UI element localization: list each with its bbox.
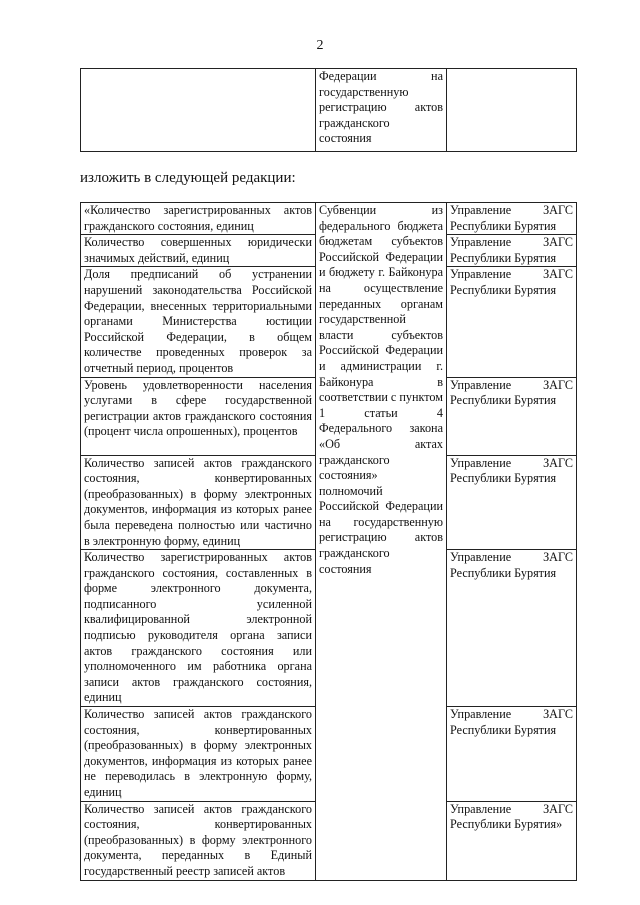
empty-cell	[81, 69, 316, 152]
indicator-cell: Количество совершенных юридически значимых действий, единиц	[81, 235, 316, 267]
responsible-cell: Управление ЗАГС Республики Бурятия	[447, 377, 577, 455]
responsible-cell: Управление ЗАГС Республики Бурятия	[447, 235, 577, 267]
intro-text: изложить в следующей редакции:	[80, 170, 296, 186]
table-row	[81, 69, 577, 152]
indicator-cell: Количество зарегистрированных актов гражданского состояния, составленных в форме электронного документа, подписанного усиленной квалифицированной электронной подписью руководителя органа записи актов гражданского состояния или уполномоченного им работника органа записи актов гражданского состояния, единиц	[81, 550, 316, 707]
indicator-cell: Количество записей актов гражданского состояния, конвертированных (преобразованных) в форму электронного документа, переданных в Единый государственный реестр записей актов	[81, 801, 316, 880]
indicator-cell: Доля предписаний об устранении нарушений законодательства Российской Федерации, внесенных территориальными органами Министерства юстиции Российской Федерации, в общем количестве проведенных проверок за отчетный период, процентов	[81, 267, 316, 377]
responsible-cell: Управление ЗАГС Республики Бурятия	[447, 550, 577, 707]
indicator-cell: «Количество зарегистрированных актов гражданского состояния, единиц	[81, 203, 316, 235]
page-number: 2	[316, 38, 324, 53]
responsible-cell: Управление ЗАГС Республики Бурятия»	[447, 801, 577, 880]
responsible-cell: Управление ЗАГС Республики Бурятия	[447, 707, 577, 802]
indicators-table	[80, 202, 577, 881]
indicator-cell: Уровень удовлетворенности населения услугами в сфере государственной регистрации актов гражданского состояния (процент числа опрошенных), процентов	[81, 377, 316, 455]
table-row	[81, 203, 577, 235]
indicator-cell: Количество записей актов гражданского состояния, конвертированных (преобразованных) в форму электронных документов, информация из которых ранее не переводилась в электронную форму, единиц	[81, 707, 316, 802]
responsible-cell: Управление ЗАГС Республики Бурятия	[447, 203, 577, 235]
empty-cell	[447, 69, 577, 152]
responsible-cell: Управление ЗАГС Республики Бурятия	[447, 455, 577, 550]
funding-cell: Федерации на государственную регистрацию актов гражданского состояния	[316, 69, 447, 152]
continued-table	[80, 68, 577, 152]
indicator-cell: Количество записей актов гражданского состояния, конвертированных (преобразованных) в форму электронных документов, информация из которых ранее была переведена полностью или частично в электронную форму, единиц	[81, 455, 316, 550]
funding-cell: Субвенции из федерального бюджета бюджетам субъектов Российской Федерации и бюджету г. Байконура на осуществление переданных органам государственной власти субъектов Российской Федерации и администрации г. Байконура в соответствии с пунктом 1 статьи 4 Федерального закона «Об актах гражданского состояния» полномочий Российской Федерации на государственную регистрацию актов гражданского состояния	[316, 203, 447, 881]
responsible-cell: Управление ЗАГС Республики Бурятия	[447, 267, 577, 377]
